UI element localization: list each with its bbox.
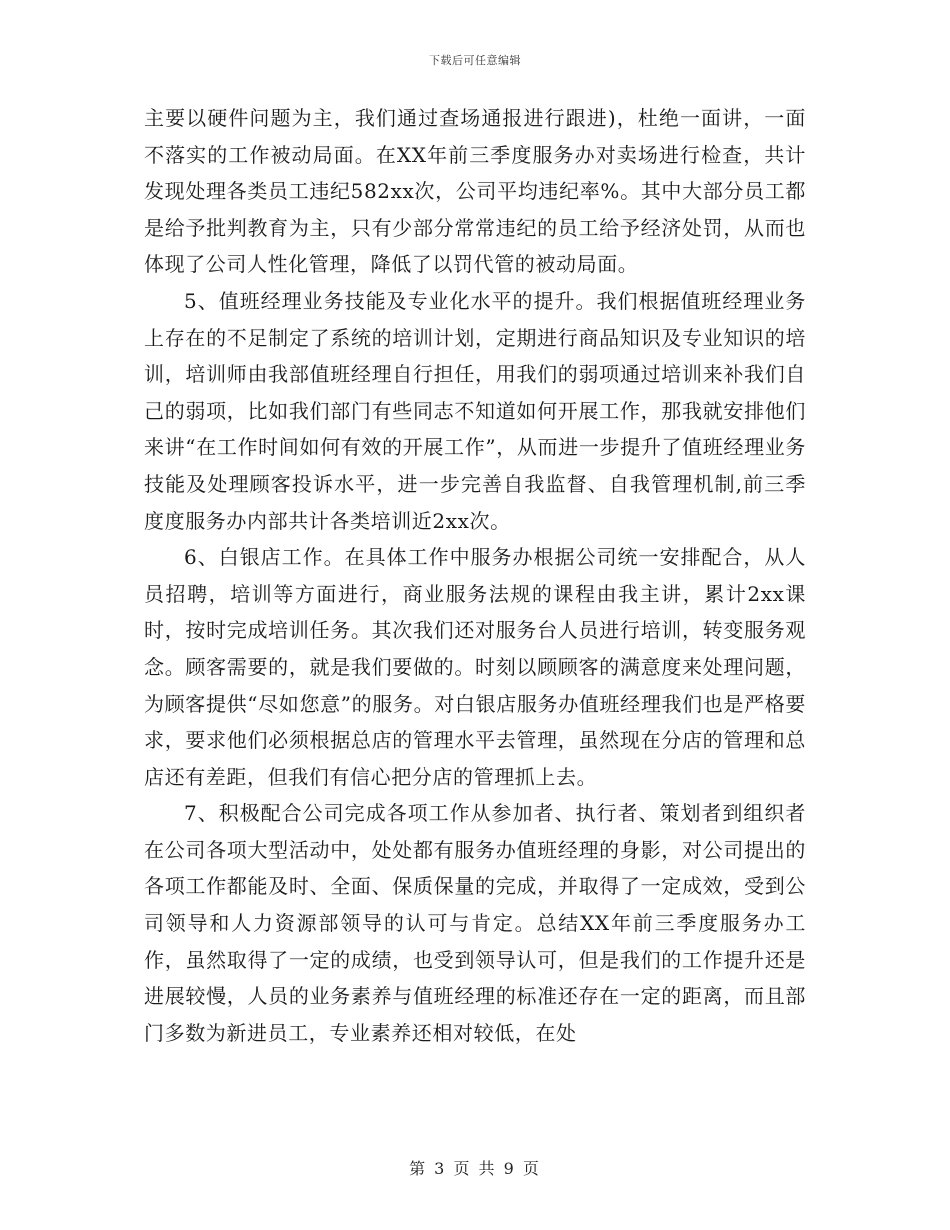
paragraph-continuation: 主要以硬件问题为主，我们通过查场通报进行跟进)，杜绝一面讲，一面不落实的工作被动局面。在XX年前三季度服务办对卖场进行检查，共计发现处理各类员工违纪582xx次，公司平均违纪率%。其中大部分员工都是给予批判教育为主，只有少部分常常违纪的员工给予经济处罚，从而也体现了公司人性化管理，降低了以罚代管的被动局面。 — [144, 106, 806, 277]
paragraph-item-5: 5、值班经理业务技能及专业化水平的提升。我们根据值班经理业务上存在的不足制定了系统的培训计划，定期进行商品知识及专业知识的培训，培训师由我部值班经理自行担任，用我们的弱项通过培训来补我们自己的弱项，比如我们部门有些同志不知道如何开展工作，那我就安排他们来讲“在工作时间如何有效的开展工作”，从而进一步提升了值班经理业务技能及处理顾客投诉水平，进一步完善自我监督、自我管理机制,前三季度度服务办内部共计各类培训近2xx次。 — [144, 288, 806, 533]
page-header: 下载后可任意编辑 — [429, 54, 521, 67]
paragraph-item-6: 6、白银店工作。在具体工作中服务办根据公司统一安排配合，从人员招聘，培训等方面进行，商业服务法规的课程由我主讲，累计2xx课时，按时完成培训任务。其次我们还对服务台人员进行培训，转变服务观念。顾客需要的，就是我们要做的。时刻以顾顾客的满意度来处理问题，为顾客提供“尽如您意”的服务。对白银店服务办值班经理我们也是严格要求，要求他们必须根据总店的管理水平去管理，虽然现在分店的管理和总店还有差距，但我们有信心把分店的管理抓上去。 — [144, 545, 806, 789]
page-footer: 第 3 页 共 9 页 — [409, 1159, 541, 1178]
paragraph-item-7: 7、积极配合公司完成各项工作从参加者、执行者、策划者到组织者在公司各项大型活动中，处处都有服务办值班经理的身影，对公司提出的各项工作都能及时、全面、保质保量的完成，并取得了一定成效，受到公司领导和人力资源部领导的认可与肯定。总结XX年前三季度服务办工作，虽然取得了一定的成绩，也受到领导认可，但是我们的工作提升还是进展较慢，人员的业务素养与值班经理的标准还存在一定的距离，而且部门多数为新进员工，专业素养还相对较低，在处 — [144, 801, 806, 1045]
document-body — [144, 100, 806, 1051]
